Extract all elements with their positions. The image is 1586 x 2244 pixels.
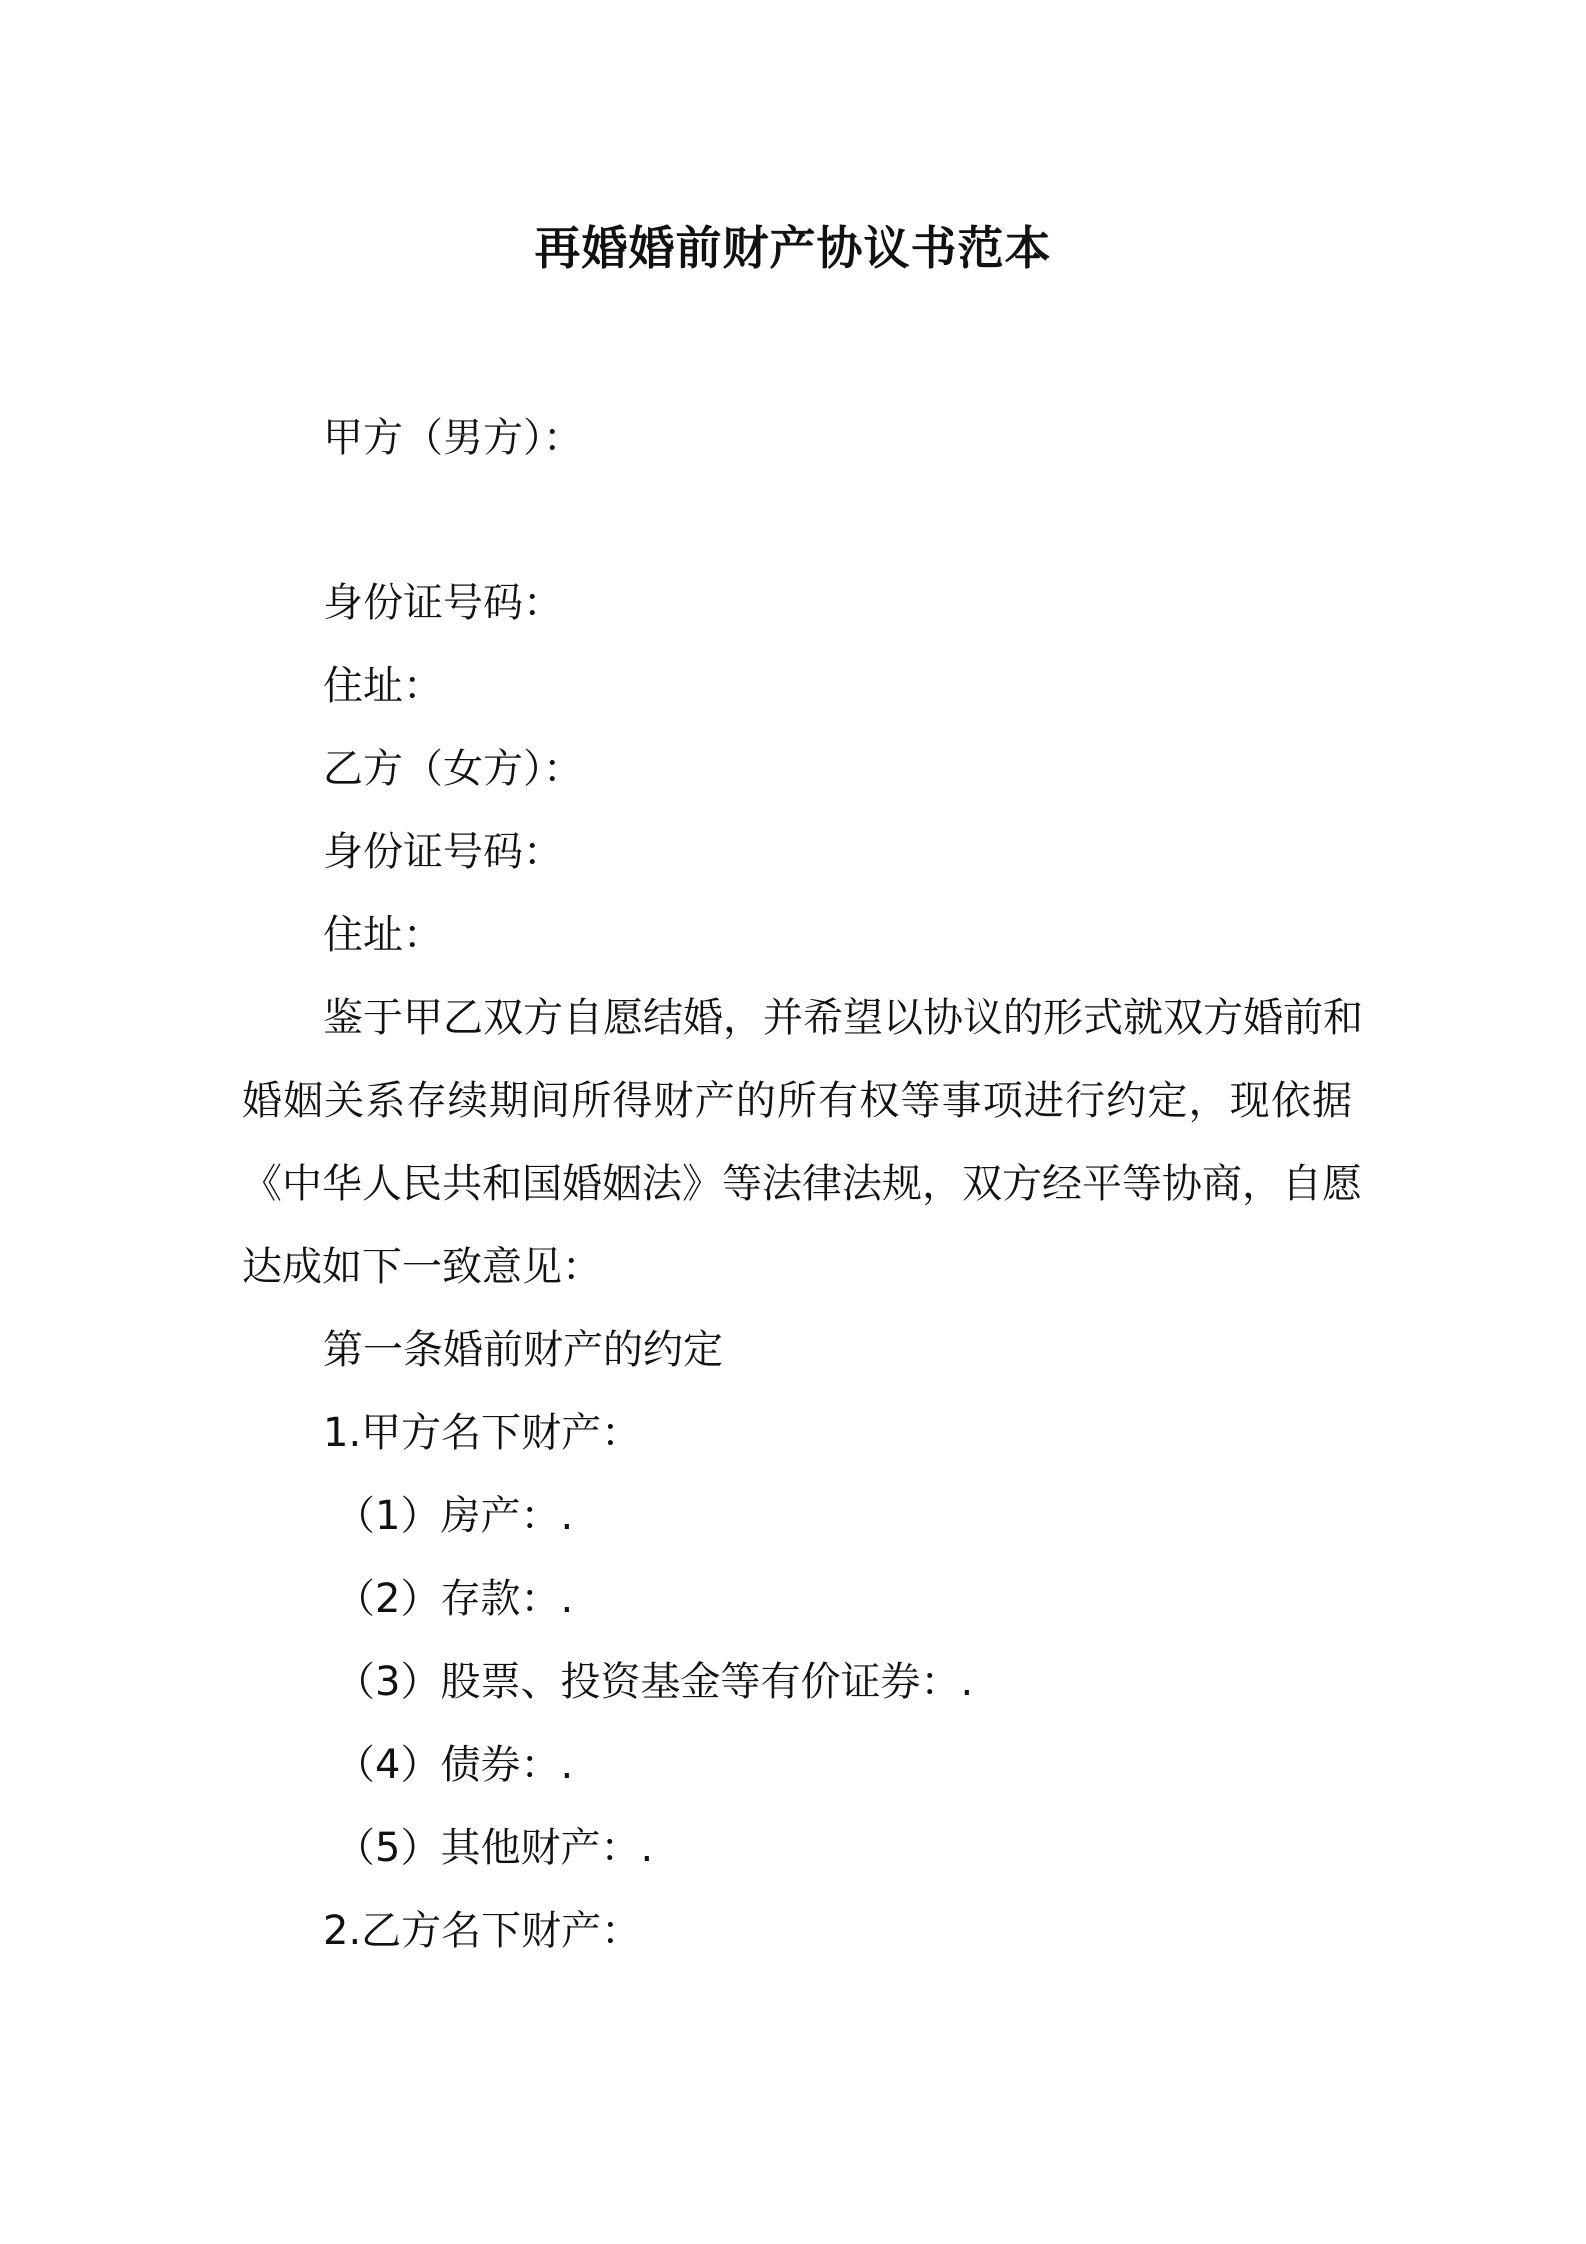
party-a-address-label: 住址： (323, 663, 443, 709)
preamble-line-4: 达成如下一致意见： (242, 1244, 602, 1290)
party-b-address-label: 住址： (323, 912, 443, 958)
document-title: 再婚婚前财产协议书范本 (534, 221, 1052, 275)
item-1-list-2: （2）存款：. (335, 1576, 574, 1622)
party-b-label: 乙方（女方）： (323, 746, 583, 792)
item-1-list-5: （5）其他财产：. (335, 1825, 654, 1871)
preamble-line-3: 《中华人民共和国婚姻法》等法律法规，双方经平等协商，自愿 (242, 1161, 1362, 1207)
party-a-label: 甲方（男方）： (323, 415, 583, 461)
party-b-id-label: 身份证号码： (323, 829, 563, 875)
item-1-list-4: （4）债券：. (335, 1742, 574, 1788)
item-1-list-1: （1）房产：. (335, 1493, 574, 1539)
preamble-line-2: 婚姻关系存续期间所得财产的所有权等事项进行约定，现依据 (242, 1078, 1352, 1124)
article-1-heading: 第一条婚前财产的约定 (323, 1327, 723, 1373)
party-a-id-label: 身份证号码： (323, 580, 563, 626)
item-2-heading: 2.乙方名下财产： (323, 1908, 642, 1954)
item-1-heading: 1.甲方名下财产： (323, 1410, 642, 1456)
preamble-line-1: 鉴于甲乙双方自愿结婚，并希望以协议的形式就双方婚前和 (323, 995, 1363, 1041)
item-1-list-3: （3）股票、投资基金等有价证券：. (335, 1659, 974, 1705)
